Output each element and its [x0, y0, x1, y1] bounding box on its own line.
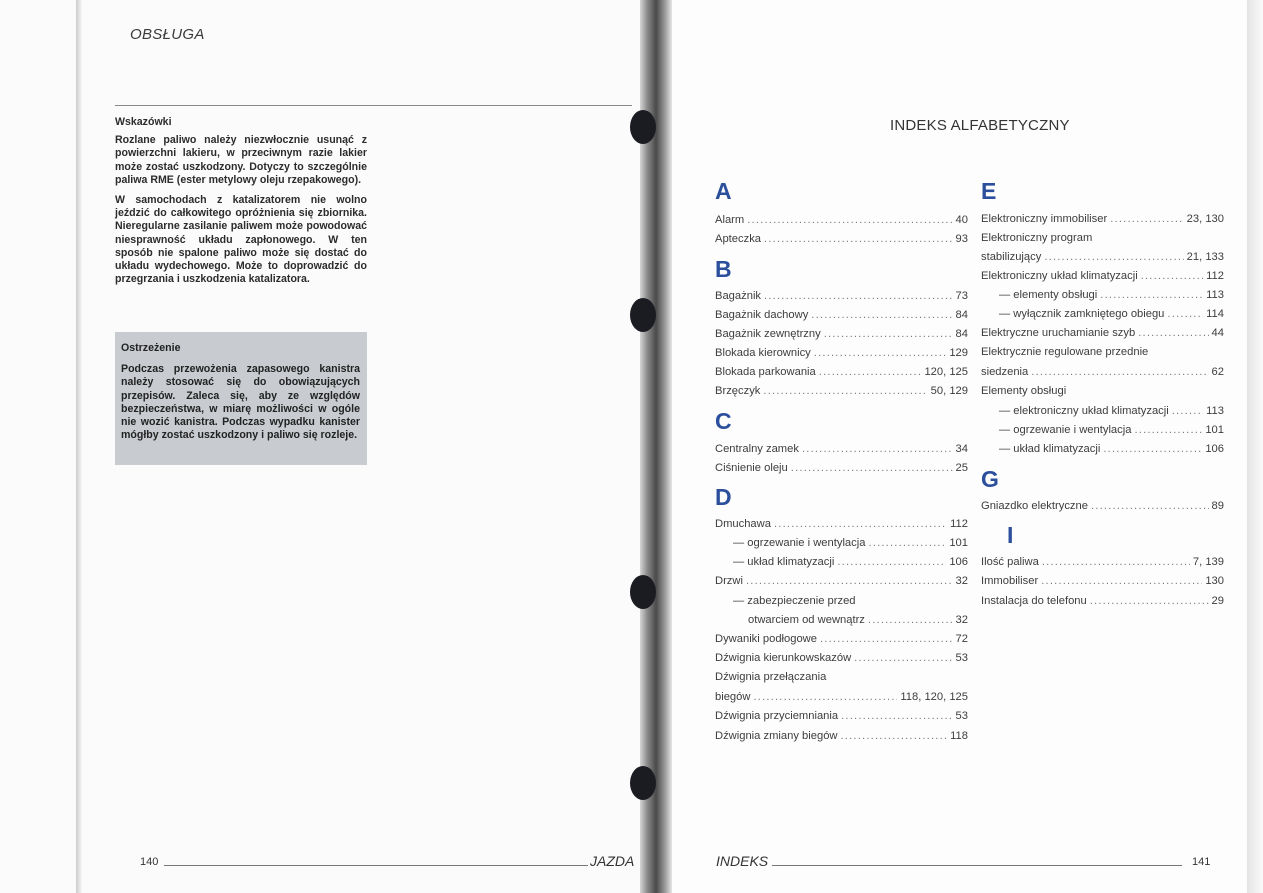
notes-heading: Wskazówki — [115, 116, 172, 128]
index-entry: Elektroniczny układ klimatyzacji ..... 112 — [981, 267, 1224, 285]
index-entry: Elektroniczny program — [981, 232, 1093, 244]
index-entry: Bagażnik dachowy ..... 84 — [715, 306, 968, 324]
index-entry: stabilizujący ..... 21, 133 — [981, 248, 1224, 266]
index-entry: siedzenia ..... 62 — [981, 363, 1224, 381]
index-entry: biegów ..... 118, 120, 125 — [715, 688, 968, 706]
warning-box — [115, 332, 367, 465]
index-entry: Elementy obsługi — [981, 385, 1067, 397]
index-letter-b: B — [715, 256, 732, 282]
index-subentry: — wyłącznik zamkniętego obiegu ..... 114 — [981, 305, 1224, 323]
index-letter-c: C — [715, 408, 732, 434]
notes-block — [115, 116, 367, 293]
left-footer-label: JAZDA — [590, 853, 635, 869]
index-subentry: otwarciem od wewnątrz ..... 32 — [715, 611, 968, 629]
index-entry: Elektrycznie regulowane przednie — [981, 346, 1149, 358]
index-entry: Blokada parkowania ..... 120, 125 — [715, 363, 968, 381]
index-title: INDEKS ALFABETYCZNY — [890, 117, 1070, 134]
index-entry: Bagażnik ..... 73 — [715, 287, 968, 305]
index-entry: Apteczka ..... 93 — [715, 230, 968, 248]
index-entry: Brzęczyk ..... 50, 129 — [715, 382, 968, 400]
index-entry: Ilość paliwa ..... 7, 139 — [981, 553, 1224, 571]
warning-text: Podczas przewożenia zapasowego kanistra należy stosować się do obowiązujących przepisów. Zaleca się, aby ze względów bezpieczeństwa, w miarę możliwości w ogóle nie wozić kanistra. Podczas wypadku kanister mógłby zostać uszkodzony i paliwo się rozleje. — [121, 363, 360, 442]
index-entry: Gniazdko elektryczne ..... 89 — [981, 497, 1224, 515]
index-letter-e: E — [981, 178, 997, 204]
page-edge-right — [1247, 0, 1263, 893]
right-page-number: 141 — [1192, 856, 1211, 868]
index-subentry: — zabezpieczenie przed — [733, 595, 856, 607]
index-entry: Elektroniczny immobiliser ..... 23, 130 — [981, 210, 1224, 228]
index-entry: Drzwi ..... 32 — [715, 572, 968, 590]
index-entry: Blokada kierownicy ..... 129 — [715, 344, 968, 362]
punch-hole — [630, 298, 656, 332]
index-subentry: — elementy obsługi ..... 113 — [981, 286, 1224, 304]
index-entry: Dźwignia przyciemniania ..... 53 — [715, 707, 968, 725]
left-page-number: 140 — [140, 856, 159, 868]
right-footer-rule — [772, 865, 1182, 866]
right-footer-label: INDEKS — [716, 853, 769, 869]
index-entry: Dmuchawa ..... 112 — [715, 515, 968, 533]
punch-hole — [630, 575, 656, 609]
index-entry: Alarm ..... 40 — [715, 211, 968, 229]
warning-heading: Ostrzeżenie — [121, 342, 181, 354]
index-entry: Immobiliser ..... 130 — [981, 572, 1224, 590]
index-entry: Dywaniki podłogowe ..... 72 — [715, 630, 968, 648]
punch-hole — [630, 110, 656, 144]
index-letter-g: G — [981, 466, 999, 492]
page-edge-shadow — [76, 0, 82, 893]
index-letter-d: D — [715, 484, 732, 510]
index-subentry: — układ klimatyzacji ..... 106 — [715, 553, 968, 571]
punch-hole — [630, 766, 656, 800]
index-entry: Dźwignia przełączania — [715, 671, 827, 683]
index-entry: Dźwignia kierunkowskazów ..... 53 — [715, 649, 968, 667]
right-page — [672, 0, 1252, 893]
notes-paragraph-1: Rozlane paliwo należy niezwłocznie usunąć z powierzchni lakieru, w przeciwnym razie lakier może zostać uszkodzony. Dotyczy to szczególnie paliwa RME (ester metylowy oleju rzepakowego). — [115, 134, 367, 186]
index-letter-i: I — [1007, 522, 1014, 548]
header-rule — [115, 105, 632, 106]
index-entry: Elektryczne uruchamianie szyb ..... 44 — [981, 324, 1224, 342]
index-letter-a: A — [715, 178, 732, 204]
index-entry: Ciśnienie oleju ..... 25 — [715, 459, 968, 477]
index-subentry: — ogrzewanie i wentylacja ..... 101 — [981, 421, 1224, 439]
left-footer-rule — [164, 865, 588, 866]
index-entry: Centralny zamek ..... 34 — [715, 440, 968, 458]
index-subentry: — układ klimatyzacji ..... 106 — [981, 440, 1224, 458]
notes-paragraph-2: W samochodach z katalizatorem nie wolno jeździć do całkowitego opróżnienia się zbiornika. Nieregularne zasilanie paliwem może powodować niesprawność układu zapłonowego. W ten sposób nie spalone paliwo może się dostać do układu wydechowego. Może to doprowadzić do przegrzania i uszkodzenia katalizatora. — [115, 194, 367, 286]
index-entry: Dźwignia zmiany biegów ..... 118 — [715, 727, 968, 745]
index-entry: Instalacja do telefonu ..... 29 — [981, 592, 1224, 610]
index-subentry: — ogrzewanie i wentylacja ..... 101 — [715, 534, 968, 552]
index-entry: Bagażnik zewnętrzny ..... 84 — [715, 325, 968, 343]
index-subentry: — elektroniczny układ klimatyzacji ..... 113 — [981, 402, 1224, 420]
section-title: OBSŁUGA — [130, 26, 205, 43]
